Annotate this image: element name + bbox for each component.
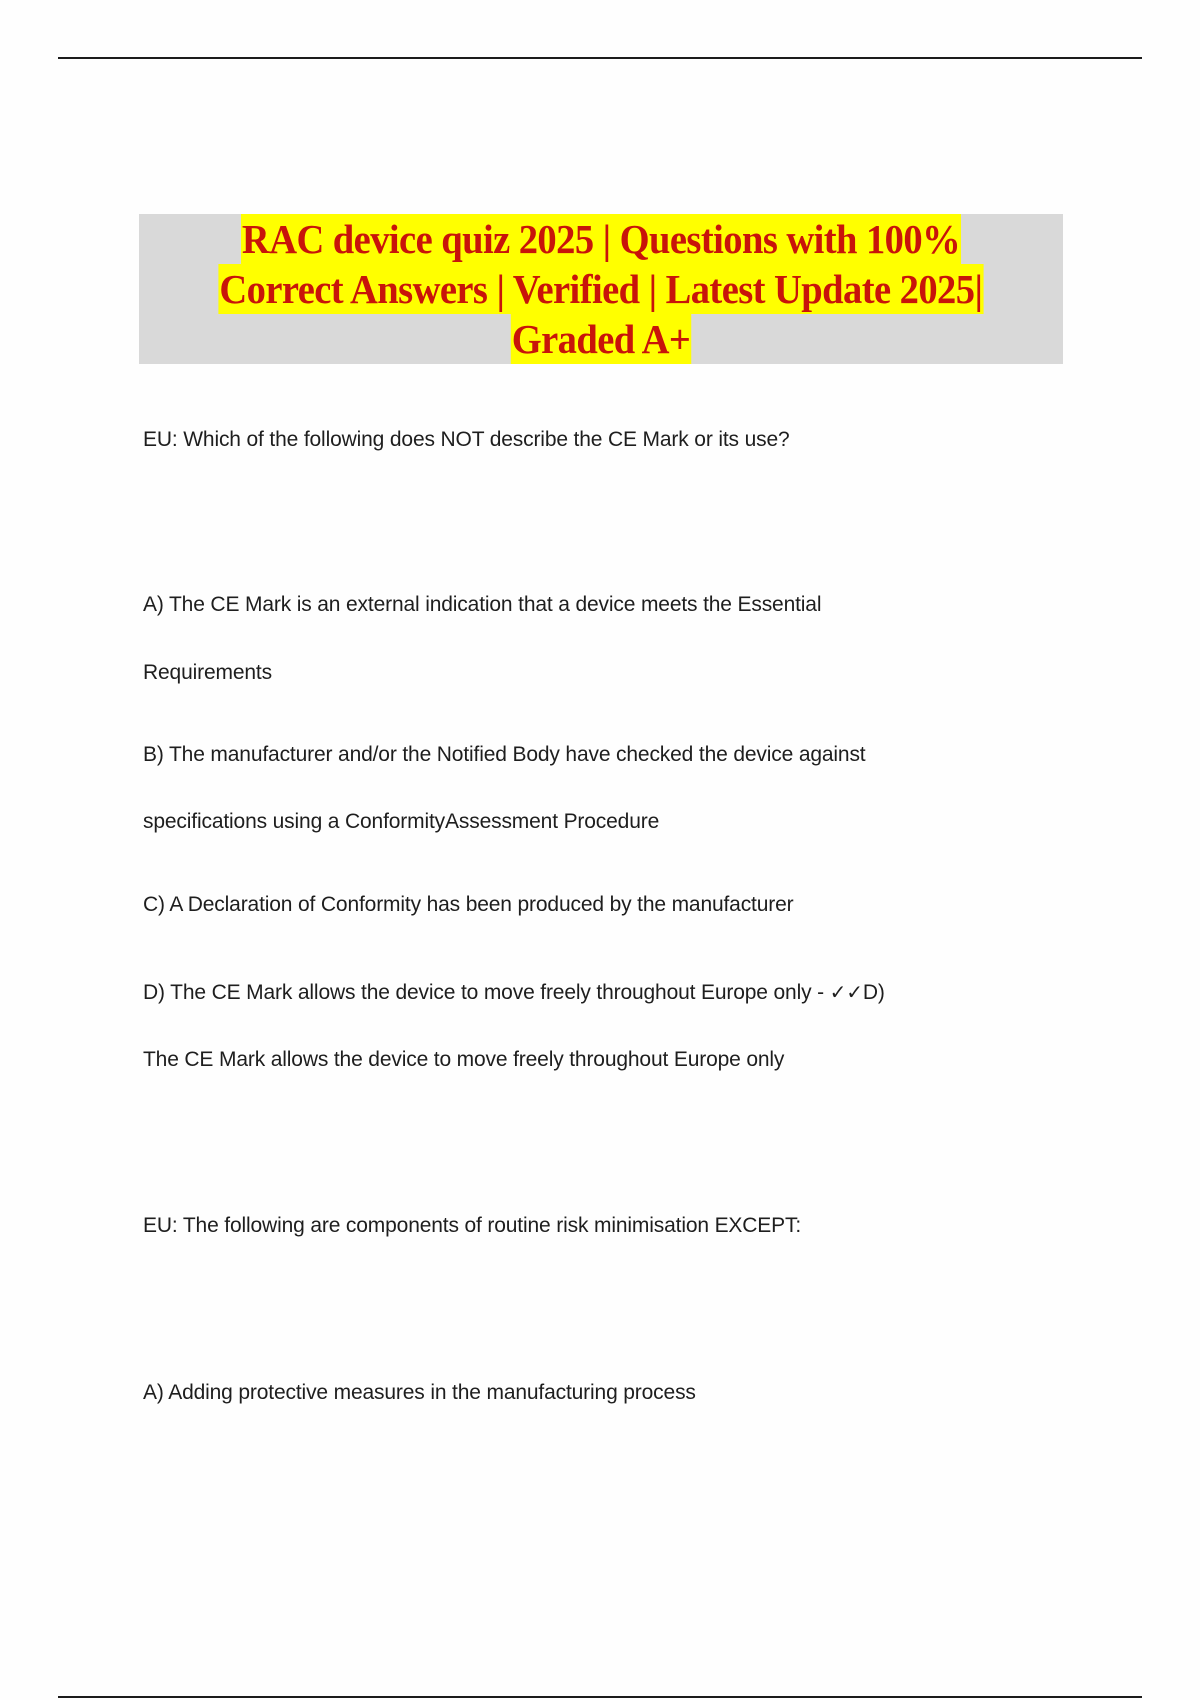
- title-text-2: Correct Answers | Verified | Latest Update 2025|: [219, 266, 983, 312]
- question-2-prompt: EU: The following are components of routine risk minimisation EXCEPT:: [143, 1214, 802, 1237]
- question-1-prompt: EU: Which of the following does NOT describe the CE Mark or its use?: [143, 428, 790, 451]
- document-title-box: [139, 214, 1063, 364]
- q1-option-a-line1: A) The CE Mark is an external indication that a device meets the Essential: [143, 593, 822, 616]
- q1-answer-text: The CE Mark allows the device to move freely throughout Europe only: [143, 1048, 785, 1071]
- q1-option-a-line2: Requirements: [143, 661, 272, 684]
- q1-option-c-line1: C) A Declaration of Conformity has been produced by the manufacturer: [143, 893, 794, 916]
- q1-option-b-line1: B) The manufacturer and/or the Notified Body have checked the device against: [143, 743, 866, 766]
- q1-option-b-line2: specifications using a ConformityAssessment Procedure: [143, 810, 660, 833]
- title-line-2: [139, 264, 1063, 314]
- title-line-1: [139, 214, 1063, 264]
- top-divider: [58, 57, 1142, 59]
- q1-option-d-line1: [143, 979, 885, 1006]
- title-line-3: [139, 314, 1063, 364]
- double-check-icon: ✓✓: [829, 980, 863, 1004]
- title-text-1: RAC device quiz 2025 | Questions with 100%: [241, 216, 961, 262]
- title-text-3: Graded A+: [511, 316, 691, 362]
- q2-option-a-line1: A) Adding protective measures in the manufacturing process: [143, 1381, 696, 1404]
- bottom-divider: [58, 1696, 1142, 1698]
- q1-option-d-text: D) The CE Mark allows the device to move freely throughout Europe only -: [143, 981, 830, 1004]
- q1-answer-label: D): [862, 981, 885, 1004]
